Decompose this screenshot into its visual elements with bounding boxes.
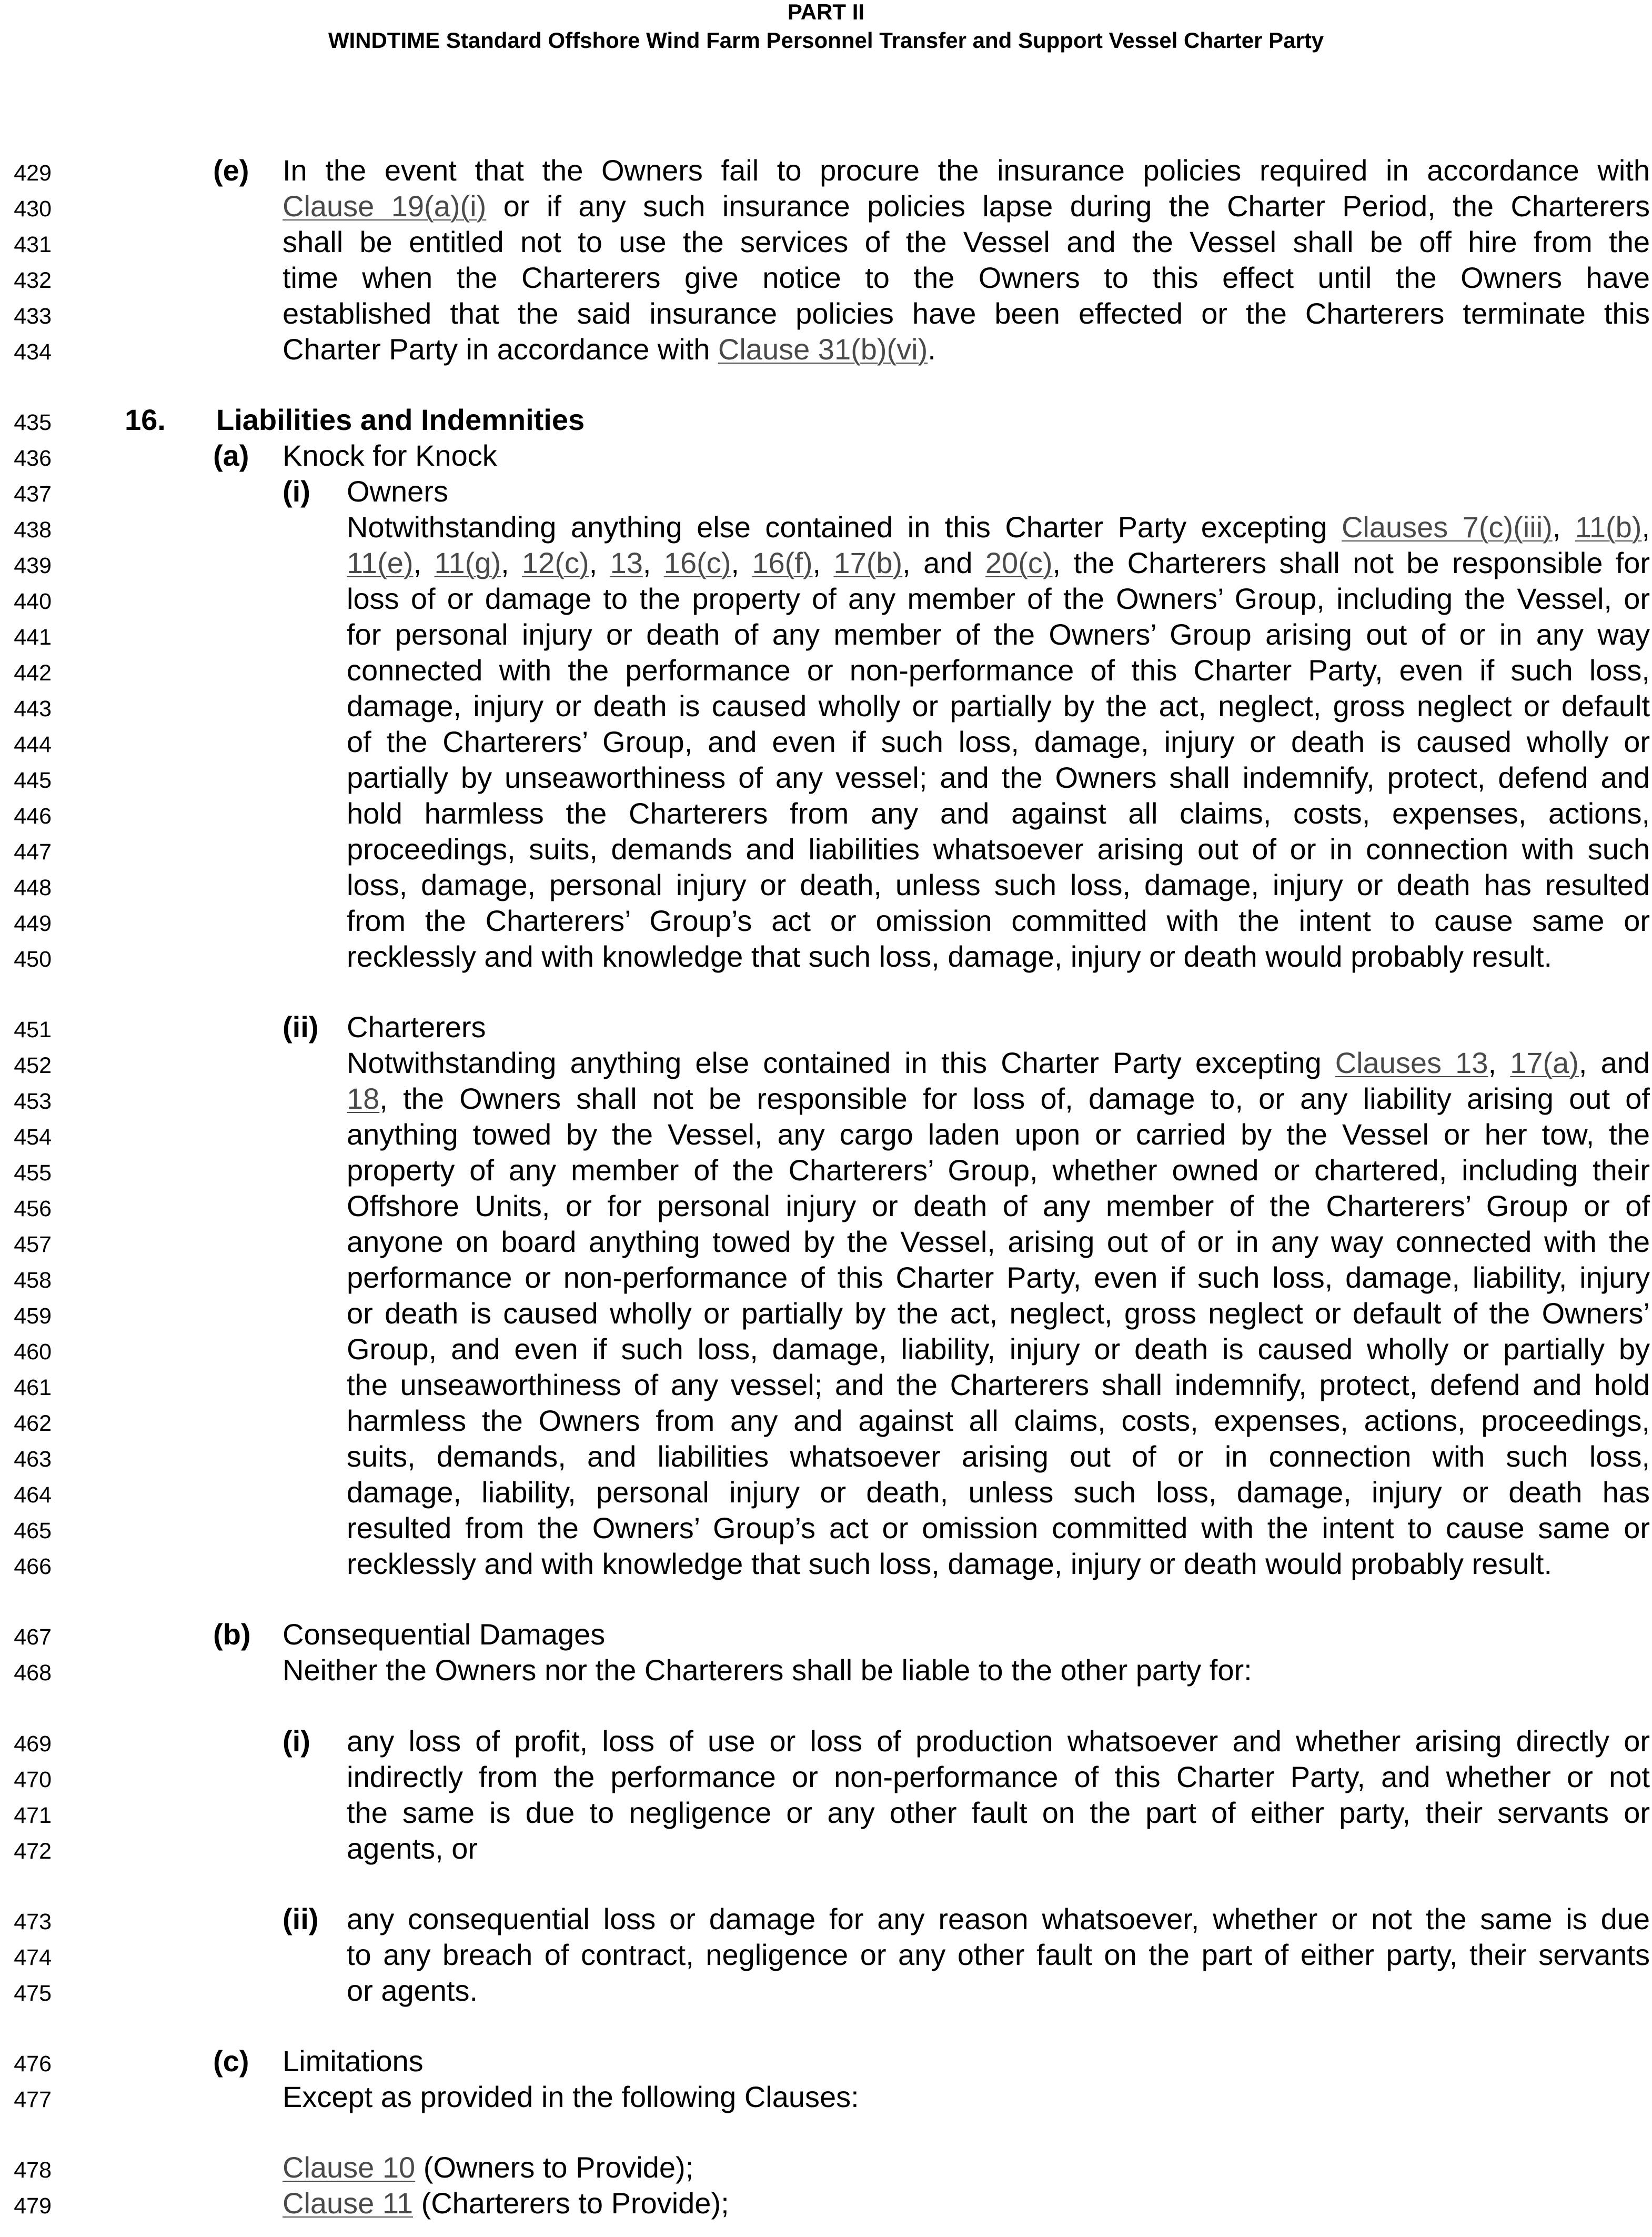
line-number: 431 (14, 232, 52, 257)
consequential-line: agents, or (347, 1832, 478, 1865)
line-number: 467 (14, 1624, 52, 1650)
owners-line: from the Charterers’ Group’s act or omission committed with the intent to cause same or (347, 904, 1650, 937)
charterers-line: resulted from the Owners’ Group’s act or omission committed with the intent to cause same or (347, 1511, 1650, 1544)
line-number: 437 (14, 481, 52, 507)
line-number: 449 (14, 911, 52, 936)
item-heading: Owners (347, 475, 448, 508)
clause-link[interactable]: Clause 19(a)(i) (283, 189, 487, 223)
clause-link[interactable]: 11(e) (347, 546, 414, 579)
clause-link[interactable]: 17(b) (833, 546, 903, 579)
page-part-label: PART II (787, 0, 865, 24)
para-e-line: Clause 19(a)(i) or if any such insurance policies lapse during the Charter Period, the Charterers (283, 189, 1650, 223)
line-number: 443 (14, 696, 52, 721)
owners-line: proceedings, suits, demands and liabilities whatsoever arising out of or in connection with such (347, 832, 1650, 866)
item-marker-ii: (ii) (283, 1902, 319, 1935)
line-number: 475 (14, 1981, 52, 2006)
para-e-line: established that the said insurance policies have been effected or the Charterers terminate this (283, 297, 1650, 330)
clause-link[interactable]: 11(g) (434, 546, 501, 579)
line-number: 464 (14, 1482, 52, 1508)
line-number: 432 (14, 268, 52, 293)
line-number: 469 (14, 1731, 52, 1757)
limitations-list-item: Clause 10 (Owners to Provide); (283, 2151, 694, 2184)
owners-line: connected with the performance or non-performance of this Charter Party, even if such loss, (347, 654, 1650, 687)
line-number: 470 (14, 1767, 52, 1792)
clause-number: 16. (125, 403, 166, 436)
line-number: 454 (14, 1125, 52, 1150)
clause-heading: Liabilities and Indemnities (216, 403, 585, 436)
clause-link[interactable]: 16(c) (663, 546, 731, 579)
para-e-line: time when the Charterers give notice to the Owners to this effect until the Owners have (283, 261, 1650, 294)
line-number: 445 (14, 768, 52, 793)
line-number: 440 (14, 589, 52, 614)
clause-link[interactable]: 17(a) (1510, 1046, 1579, 1079)
line-number: 442 (14, 660, 52, 686)
sub-clause-intro: Except as provided in the following Clauses: (283, 2080, 859, 2113)
clause-link[interactable]: Clause 31(b)(vi) (718, 333, 928, 366)
sub-clause-marker-c: (c) (213, 2044, 249, 2078)
line-number: 465 (14, 1518, 52, 1543)
charterers-line: anyone on board anything towed by the Vessel, arising out of or in any way connected with the (347, 1225, 1650, 1258)
line-number: 471 (14, 1803, 52, 1828)
line-number: 444 (14, 732, 52, 757)
sub-clause-heading: Consequential Damages (283, 1618, 606, 1651)
charterers-line: performance or non-performance of this Charter Party, even if such loss, damage, liability, injury (347, 1261, 1650, 1294)
line-number: 473 (14, 1909, 52, 1934)
sub-clause-marker-a: (a) (213, 439, 249, 472)
clause-link[interactable]: 13 (610, 546, 643, 579)
line-number: 455 (14, 1160, 52, 1186)
clause-link[interactable]: Clause 10 (283, 2151, 416, 2184)
consequential-line: to any breach of contract, negligence or any other fault on the part of either party, their servants (347, 1938, 1650, 1971)
clause-link[interactable]: Clauses 13 (1335, 1046, 1488, 1079)
line-number: 477 (14, 2087, 52, 2112)
owners-line: hold harmless the Charterers from any and against all claims, costs, expenses, actions, (347, 797, 1650, 830)
line-number: 429 (14, 160, 52, 186)
line-number: 462 (14, 1411, 52, 1436)
item-marker-i: (i) (283, 475, 310, 508)
line-number: 451 (14, 1017, 52, 1042)
owners-line: loss of or damage to the property of any member of the Owners’ Group, including the Vessel, or (347, 582, 1650, 615)
line-number: 456 (14, 1196, 52, 1221)
limitations-list-item: Clause 11 (Charterers to Provide); (283, 2186, 729, 2220)
clause-link[interactable]: 12(c) (522, 546, 589, 579)
line-number: 438 (14, 517, 52, 543)
line-number: 472 (14, 1839, 52, 1864)
charterers-line: anything towed by the Vessel, any cargo laden upon or carried by the Vessel or her tow, the (347, 1118, 1650, 1151)
owners-line: of the Charterers’ Group, and even if such loss, damage, injury or death is caused wholly or (347, 725, 1650, 758)
item-heading: Charterers (347, 1010, 486, 1044)
line-number: 459 (14, 1303, 52, 1329)
line-number: 453 (14, 1089, 52, 1114)
charterers-line: Group, and even if such loss, damage, liability, injury or death is caused wholly or partially by (347, 1332, 1650, 1366)
consequential-line: any consequential loss or damage for any reason whatsoever, whether or not the same is due (347, 1902, 1650, 1935)
line-number: 433 (14, 304, 52, 329)
line-number: 476 (14, 2051, 52, 2077)
owners-line: 11(e), 11(g), 12(c), 13, 16(c), 16(f), 17(b), and 20(c), the Charterers shall not be responsible for (347, 546, 1650, 579)
charterers-line: property of any member of the Charterers’ Group, whether owned or chartered, including their (347, 1153, 1650, 1187)
charterers-line: damage, liability, personal injury or death, unless such loss, damage, injury or death has (347, 1476, 1650, 1509)
clause-link[interactable]: Clauses 7(c)(iii) (1341, 510, 1553, 544)
charterers-line: recklessly and with knowledge that such loss, damage, injury or death would probably result. (347, 1547, 1552, 1580)
owners-line: loss, damage, personal injury or death, unless such loss, damage, injury or death has resulted (347, 868, 1650, 901)
para-e-line: In the event that the Owners fail to procure the insurance policies required in accordance with (283, 154, 1650, 187)
item-marker-i: (i) (283, 1724, 310, 1758)
item-marker-ii: (ii) (283, 1010, 319, 1044)
consequential-line: or agents. (347, 1974, 478, 2007)
consequential-line: the same is due to negligence or any other fault on the part of either party, their servants or (347, 1796, 1650, 1829)
line-number: 441 (14, 625, 52, 650)
line-number: 448 (14, 875, 52, 900)
sub-clause-marker-e: (e) (213, 154, 249, 187)
sub-clause-intro: Neither the Owners nor the Charterers shall be liable to the other party for: (283, 1653, 1252, 1687)
charterers-line: harmless the Owners from any and against all claims, costs, expenses, actions, proceedings, (347, 1404, 1650, 1437)
line-number: 458 (14, 1268, 52, 1293)
para-e-line: Charter Party in accordance with Clause 31(b)(vi). (283, 333, 936, 366)
line-number: 468 (14, 1660, 52, 1686)
charterers-line: suits, demands, and liabilities whatsoever arising out of or in connection with such loss, (347, 1440, 1650, 1473)
clause-link[interactable]: 11(b) (1575, 510, 1642, 544)
clause-link[interactable]: 20(c) (985, 546, 1053, 579)
clause-link[interactable]: Clause 11 (283, 2186, 414, 2220)
consequential-line: any loss of profit, loss of use or loss of production whatsoever and whether arising directly or (347, 1724, 1650, 1758)
line-number: 439 (14, 553, 52, 578)
line-number: 466 (14, 1554, 52, 1579)
charterers-line: Offshore Units, or for personal injury or death of any member of the Charterers’ Group or of (347, 1189, 1650, 1222)
line-number: 434 (14, 339, 52, 365)
clause-link[interactable]: 18 (347, 1082, 380, 1115)
line-number: 435 (14, 410, 52, 435)
sub-clause-marker-b: (b) (213, 1618, 251, 1651)
line-number: 430 (14, 196, 52, 222)
owners-line: for personal injury or death of any member of the Owners’ Group arising out of or in any way (347, 618, 1650, 651)
line-number: 457 (14, 1232, 52, 1257)
line-number: 460 (14, 1339, 52, 1365)
owners-line: recklessly and with knowledge that such loss, damage, injury or death would probably result. (347, 940, 1552, 973)
line-number: 446 (14, 804, 52, 829)
line-number: 461 (14, 1375, 52, 1400)
clause-link[interactable]: 16(f) (752, 546, 813, 579)
charterers-line: the unseaworthiness of any vessel; and the Charterers shall indemnify, protect, defend and hold (347, 1368, 1650, 1401)
sub-clause-heading: Knock for Knock (283, 439, 497, 472)
para-e-line: shall be entitled not to use the services of the Vessel and the Vessel shall be off hire from the (283, 225, 1650, 258)
line-number: 447 (14, 839, 52, 865)
line-number: 463 (14, 1447, 52, 1472)
consequential-line: indirectly from the performance or non-performance of this Charter Party, and whether or not (347, 1760, 1650, 1793)
charterers-line: or death is caused wholly or partially by the act, neglect, gross neglect or default of the Owners’ (347, 1297, 1650, 1330)
owners-line: partially by unseaworthiness of any vessel; and the Owners shall indemnify, protect, defend and (347, 761, 1650, 794)
charterers-line: 18, the Owners shall not be responsible for loss of, damage to, or any liability arising out of (347, 1082, 1650, 1115)
line-number: 452 (14, 1053, 52, 1078)
owners-line: damage, injury or death is caused wholly or partially by the act, neglect, gross neglect or default (347, 689, 1650, 723)
sub-clause-heading: Limitations (283, 2044, 424, 2078)
line-number: 478 (14, 2158, 52, 2183)
page-title: WINDTIME Standard Offshore Wind Farm Personnel Transfer and Support Vessel Charter Party (328, 28, 1324, 53)
line-number: 474 (14, 1945, 52, 1970)
line-number: 436 (14, 446, 52, 471)
line-number: 479 (14, 2193, 52, 2219)
charterers-line: Notwithstanding anything else contained in this Charter Party excepting Clauses 13, 17(a), and (347, 1046, 1650, 1079)
owners-line: Notwithstanding anything else contained in this Charter Party excepting Clauses 7(c)(iii), 11(b), (347, 510, 1650, 544)
line-number: 450 (14, 947, 52, 972)
